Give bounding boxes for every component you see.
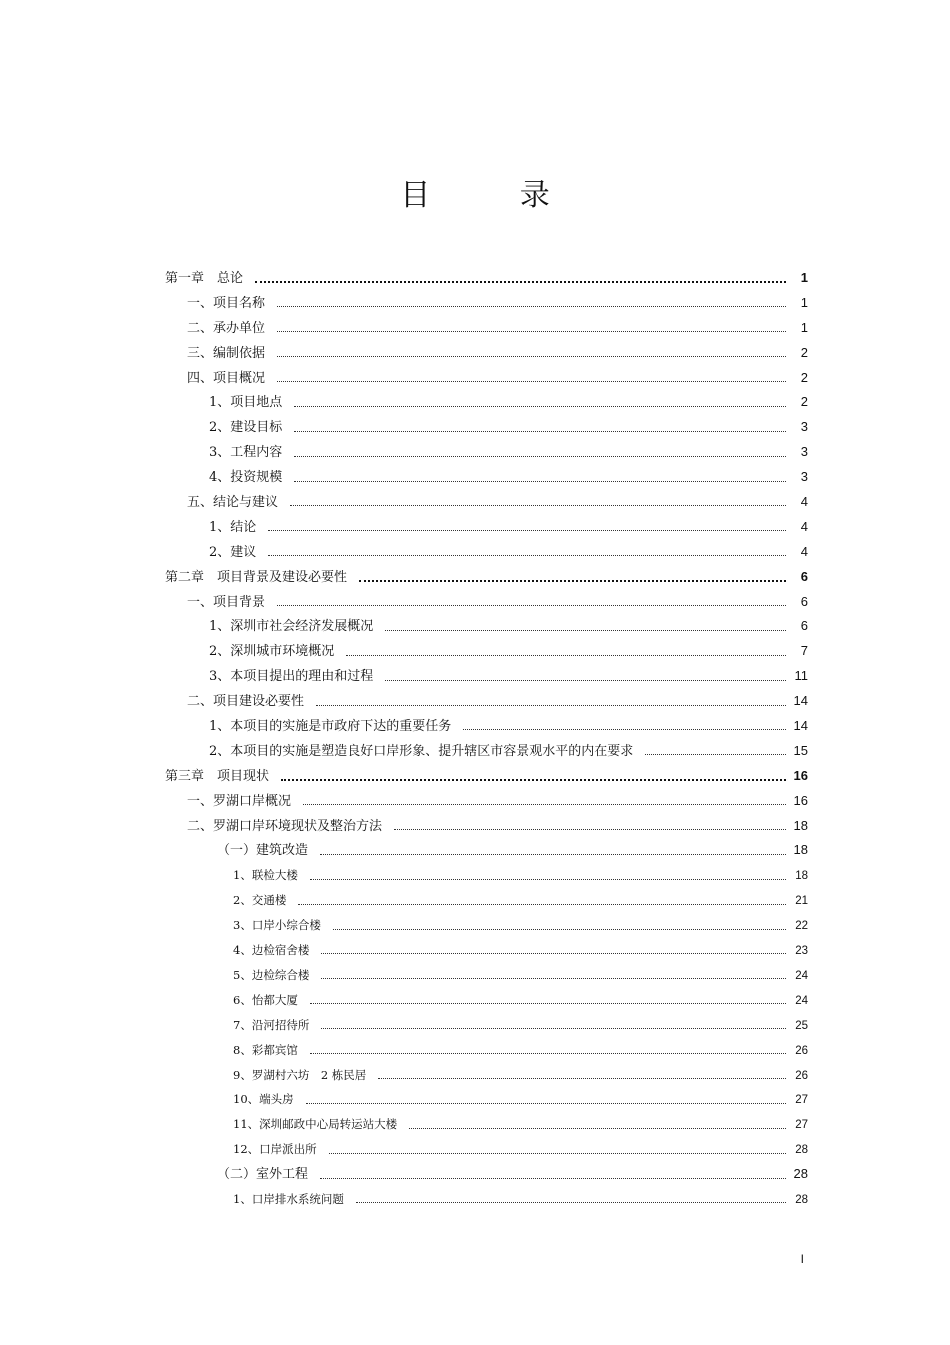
toc-entry-label: 第一章 总论	[165, 271, 244, 286]
toc-entry-page: 4	[800, 518, 808, 534]
dot-leader	[356, 1201, 786, 1203]
dot-leader	[320, 1177, 786, 1179]
toc-entry[interactable]	[165, 341, 808, 366]
dot-leader	[320, 853, 786, 855]
dot-leader	[281, 778, 786, 781]
dot-leader	[394, 828, 786, 830]
toc-entry[interactable]	[165, 1013, 808, 1038]
toc-chapter-entry[interactable]	[165, 565, 808, 590]
toc-entry[interactable]	[165, 1038, 808, 1063]
toc-entry-page: 27	[795, 1119, 808, 1132]
toc-entry-label: 二、罗湖口岸环境现状及整治方法	[187, 818, 383, 834]
dot-leader	[310, 878, 786, 880]
toc-entry-label: 五、结论与建议	[187, 495, 279, 511]
toc-entry[interactable]	[165, 789, 808, 814]
toc-entry-page: 18	[793, 817, 808, 833]
dot-leader	[463, 728, 786, 730]
dot-leader	[385, 679, 786, 681]
toc-entry-page: 3	[800, 419, 808, 435]
toc-entry-page: 6	[800, 618, 808, 634]
dot-leader	[645, 753, 786, 755]
toc-entry[interactable]	[165, 540, 808, 565]
dot-leader	[321, 952, 786, 954]
toc-entry-page: 26	[795, 1069, 808, 1082]
dot-leader	[321, 1027, 786, 1029]
toc-entry-label: 第二章 项目背景及建设必要性	[165, 569, 348, 585]
toc-entry-label: 4、投资规模	[209, 470, 283, 486]
toc-entry[interactable]	[165, 988, 808, 1013]
toc-entry-page: 14	[793, 718, 808, 734]
toc-entry-page: 2	[800, 394, 808, 410]
toc-entry-page: 24	[795, 969, 808, 982]
dot-leader	[255, 280, 786, 283]
toc-entry-page: 3	[800, 469, 808, 485]
toc-entry-page: 22	[795, 920, 808, 933]
dot-leader	[277, 380, 786, 382]
toc-entry-label: 四、项目概况	[187, 370, 266, 386]
toc-entry[interactable]	[165, 1087, 808, 1112]
toc-entry-label: 第三章 项目现状	[165, 768, 270, 784]
toc-entry-label: 3、本项目提出的理由和过程	[209, 669, 374, 685]
toc-entry-page: 4	[800, 494, 808, 510]
dot-leader	[298, 903, 786, 905]
toc-entry[interactable]	[165, 664, 808, 689]
toc-entry[interactable]	[165, 1112, 808, 1137]
toc-entry-label: （一）建筑改造	[217, 843, 309, 859]
toc-entry-label: 12、口岸派出所	[233, 1142, 317, 1157]
toc-entry-label: 3、工程内容	[209, 445, 283, 461]
dot-leader	[290, 504, 786, 506]
toc-entry-page: 27	[795, 1094, 808, 1107]
toc-entry-label: （二）室外工程	[217, 1167, 309, 1183]
toc-entry[interactable]	[165, 888, 808, 913]
toc-entry[interactable]	[165, 963, 808, 988]
toc-entry-label: 9、罗湖村六坊 2 栋民居	[233, 1067, 367, 1082]
toc-entry-page: 1	[800, 294, 808, 310]
toc-entry-label: 11、深圳邮政中心局转运站大楼	[233, 1117, 398, 1132]
dot-leader	[294, 405, 786, 407]
toc-entry-label: 三、编制依据	[187, 345, 266, 361]
dot-leader	[310, 1002, 786, 1004]
toc-entry-label: 5、边检综合楼	[233, 967, 310, 982]
toc-entry-label: 1、口岸排水系统问题	[233, 1191, 344, 1206]
dot-leader	[329, 1152, 786, 1154]
toc-entry-label: 二、项目建设必要性	[187, 694, 305, 710]
toc-entry-page: 16	[793, 767, 808, 783]
toc-entry-page: 18	[795, 870, 808, 883]
toc-entry-label: 1、项目地点	[209, 395, 283, 411]
toc-entry-label: 1、结论	[209, 519, 257, 535]
toc-entry-label: 一、项目背景	[187, 594, 266, 610]
toc-entry-label: 3、口岸小综合楼	[233, 918, 321, 933]
toc-entry-page: 1	[800, 270, 808, 285]
toc-entry[interactable]	[165, 639, 808, 664]
dot-leader	[316, 704, 786, 706]
toc-entry-page: 28	[793, 1166, 808, 1182]
toc-entry-label: 10、端头房	[233, 1092, 294, 1107]
toc-entry-page: 1	[800, 319, 808, 335]
toc-entry-page: 15	[793, 742, 808, 758]
dot-leader	[306, 1102, 786, 1104]
toc-entry-page: 25	[795, 1019, 808, 1032]
toc-entry-page: 11	[794, 668, 808, 684]
toc-entry-page: 18	[793, 842, 808, 858]
toc-entry-page: 28	[795, 1193, 808, 1206]
toc-entry-page: 24	[795, 994, 808, 1007]
toc-entry[interactable]	[165, 739, 808, 764]
toc-entry[interactable]	[165, 1187, 808, 1212]
page-title: 目 录	[400, 178, 590, 213]
toc-chapter-entry[interactable]	[165, 266, 808, 291]
dot-leader	[346, 654, 786, 656]
toc-entry-label: 7、沿河招待所	[233, 1017, 310, 1032]
toc-entry-label: 2、交通楼	[233, 893, 287, 908]
toc-entry[interactable]	[165, 1063, 808, 1088]
dot-leader	[277, 330, 786, 332]
toc-entry-label: 二、承办单位	[187, 320, 266, 336]
toc-entry-label: 2、建设目标	[209, 420, 283, 436]
toc-entry[interactable]	[165, 1137, 808, 1162]
toc-entry-page: 23	[795, 945, 808, 958]
toc-entry-page: 6	[800, 568, 808, 584]
dot-leader	[321, 977, 786, 979]
toc-entry-label: 1、联检大楼	[233, 868, 298, 883]
dot-leader	[409, 1127, 786, 1129]
dot-leader	[294, 430, 786, 432]
toc-entry[interactable]	[165, 863, 808, 888]
dot-leader	[385, 629, 786, 631]
toc-entry-page: 2	[800, 369, 808, 385]
toc-entry-page: 3	[800, 444, 808, 460]
dot-leader	[268, 554, 786, 556]
dot-leader	[294, 480, 786, 482]
dot-leader	[277, 355, 786, 357]
dot-leader	[303, 803, 786, 805]
dot-leader	[294, 455, 786, 457]
toc-entry[interactable]	[165, 415, 808, 440]
dot-leader	[268, 529, 786, 531]
toc-entry-label: 1、深圳市社会经济发展概况	[209, 619, 374, 635]
toc-entry[interactable]	[165, 938, 808, 963]
toc-entry-page: 21	[795, 895, 808, 908]
toc-entry-label: 8、彩都宾馆	[233, 1042, 298, 1057]
dot-leader	[378, 1077, 786, 1079]
toc-entry-label: 一、项目名称	[187, 295, 266, 311]
toc-entry[interactable]	[165, 590, 808, 615]
toc-entry[interactable]	[165, 838, 808, 863]
toc-entry[interactable]	[165, 465, 808, 490]
toc-entry[interactable]	[165, 390, 808, 415]
toc-chapter-entry[interactable]	[165, 764, 808, 789]
table-of-contents	[165, 266, 808, 1212]
toc-entry[interactable]	[165, 1162, 808, 1187]
dot-leader	[310, 1052, 786, 1054]
toc-entry[interactable]	[165, 291, 808, 316]
toc-entry-label: 一、罗湖口岸概况	[187, 793, 292, 809]
toc-entry-page: 4	[800, 543, 808, 559]
toc-entry[interactable]	[165, 515, 808, 540]
toc-entry-label: 2、本项目的实施是塑造良好口岸形象、提升辖区市容景观水平的内在要求	[209, 743, 634, 759]
toc-entry[interactable]	[165, 913, 808, 938]
toc-entry-page: 26	[795, 1044, 808, 1057]
toc-entry[interactable]	[165, 440, 808, 465]
toc-entry[interactable]	[165, 689, 808, 714]
toc-entry-label: 2、深圳城市环境概况	[209, 644, 335, 660]
toc-entry[interactable]	[165, 490, 808, 515]
toc-entry-page: 16	[793, 792, 808, 808]
toc-entry-page: 14	[793, 693, 808, 709]
toc-entry-label: 6、怡都大厦	[233, 992, 298, 1007]
dot-leader	[359, 579, 786, 582]
toc-entry[interactable]	[165, 714, 808, 739]
page-number: I	[800, 1252, 804, 1266]
toc-entry-page: 28	[795, 1144, 808, 1157]
dot-leader	[277, 305, 786, 307]
dot-leader	[333, 928, 786, 930]
toc-entry[interactable]	[165, 814, 808, 839]
toc-entry-label: 2、建议	[209, 544, 257, 560]
toc-entry-label: 4、边检宿舍楼	[233, 943, 310, 958]
toc-entry[interactable]	[165, 366, 808, 391]
dot-leader	[277, 604, 786, 606]
toc-entry-page: 2	[800, 344, 808, 360]
toc-entry-page: 7	[800, 643, 808, 659]
toc-entry-page: 6	[800, 593, 808, 609]
toc-entry-label: 1、本项目的实施是市政府下达的重要任务	[209, 719, 452, 735]
toc-entry[interactable]	[165, 614, 808, 639]
toc-entry[interactable]	[165, 316, 808, 341]
